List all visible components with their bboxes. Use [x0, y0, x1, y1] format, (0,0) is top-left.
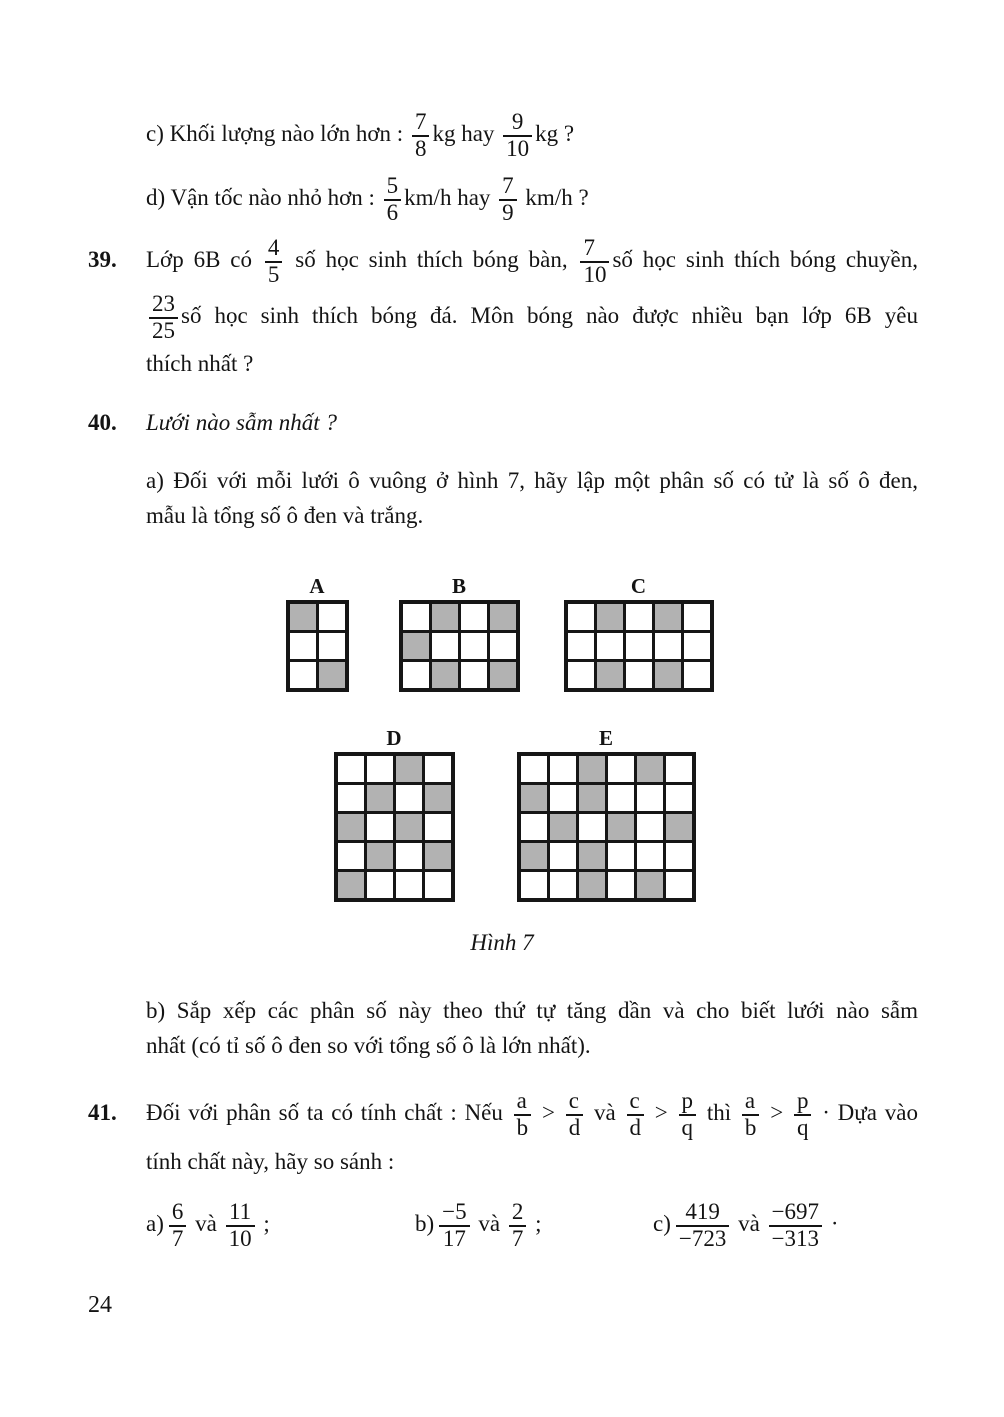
grid-cell-white [403, 604, 429, 630]
fraction-denominator: b [742, 1114, 760, 1141]
grid-cell-white [396, 785, 422, 811]
fraction-numerator: c [629, 1087, 640, 1113]
fraction [503, 110, 532, 162]
grid-cell-white [521, 814, 547, 840]
grid-cell-shaded [666, 814, 692, 840]
grid-cell-shaded [579, 872, 605, 898]
problem-40-number: 40. [88, 410, 117, 435]
fraction-numerator: 7 [502, 172, 514, 198]
page-number: 24 [88, 1292, 112, 1318]
grid-cell-white [626, 604, 652, 630]
grid-cell-white [521, 872, 547, 898]
grid-cell-white [367, 872, 393, 898]
problem-41-line-1 [146, 1085, 918, 1141]
text-run: và [189, 1211, 223, 1237]
comparison-c-label: c) [653, 1211, 671, 1237]
text-run: ; [257, 1211, 270, 1237]
grid-cell-white [597, 633, 623, 659]
grid-cell-shaded [367, 785, 393, 811]
comparison-a-body [166, 1199, 270, 1251]
grid-cell-white [608, 785, 634, 811]
text-run: và [586, 1100, 624, 1125]
fraction [499, 174, 517, 226]
comparison-row [146, 1200, 918, 1252]
problem-40a-line-2: mẫu là tổng số ô đen và trắng. [146, 503, 424, 528]
text-run: · Dựa vào [814, 1100, 918, 1125]
problem-39-text [146, 232, 918, 384]
fraction-numerator: p [796, 1087, 809, 1113]
grid-cell-white [425, 756, 451, 782]
fraction [439, 1200, 469, 1252]
fraction-denominator: 7 [169, 1225, 187, 1252]
grid-cell-shaded [637, 756, 663, 782]
grid-c-cells [564, 600, 714, 692]
grid-cell-white [425, 814, 451, 840]
fraction-numerator: 6 [171, 1199, 184, 1224]
problem-39-line-3: thích nhất ? [146, 351, 254, 376]
fraction [384, 174, 402, 226]
grid-a-label: A [309, 574, 326, 598]
grid-cell-shaded [490, 604, 516, 630]
comparison-item-b [415, 1200, 653, 1252]
problem-40b-line-1: b) Sắp xếp các phân số này theo thứ tự tăng dần và cho biết lưới nào sẫm [146, 998, 918, 1023]
grid-cell-white [319, 604, 345, 630]
fraction-numerator: c [568, 1087, 579, 1113]
grid-cell-white [425, 872, 451, 898]
grid-cell-white [550, 872, 576, 898]
grid-cell-white [461, 662, 487, 688]
fraction [169, 1200, 187, 1252]
grid-cell-white [637, 785, 663, 811]
grid-cell-white [338, 785, 364, 811]
fraction-denominator: 10 [226, 1225, 255, 1252]
grid-cell-shaded [490, 662, 516, 688]
grid-cell-shaded [367, 843, 393, 869]
fraction [149, 292, 178, 344]
fraction-denominator: q [679, 1114, 697, 1141]
problem-40a-line-1: a) Đối với mỗi lưới ô vuông ở hình 7, hãy lập một phân số có tử là số ô đen, [146, 468, 918, 493]
grid-cell-white [608, 756, 634, 782]
grid-cell-white [396, 872, 422, 898]
grid-cell-white [666, 785, 692, 811]
fraction [226, 1200, 255, 1252]
grid-cell-shaded [597, 662, 623, 688]
text-run: c) Khối lượng nào lớn hơn : [146, 121, 409, 146]
fraction-denominator: −723 [676, 1225, 729, 1252]
grid-cell-shaded [432, 604, 458, 630]
grid-cell-white [550, 785, 576, 811]
comparison-c-body [673, 1199, 839, 1251]
grid-cell-white [432, 633, 458, 659]
fraction-denominator: d [566, 1114, 584, 1141]
problem-41-line-2: tính chất này, hãy so sánh : [146, 1149, 395, 1174]
grid-cell-white [403, 662, 429, 688]
fraction-numerator: −697 [771, 1199, 820, 1224]
grid-cell-shaded [425, 785, 451, 811]
fraction-denominator: 25 [149, 317, 178, 344]
text-run: Lớp 6B có [146, 247, 262, 272]
text-run: số học sinh thích bóng bàn, [285, 247, 578, 272]
grid-cell-shaded [403, 633, 429, 659]
grid-b-cells [399, 600, 520, 692]
grid-cell-white [568, 633, 594, 659]
fraction-denominator: 6 [384, 199, 402, 226]
grid-b-label: B [451, 574, 467, 598]
fraction-numerator: p [681, 1087, 694, 1113]
grid-cell-white [626, 662, 652, 688]
grid-cell-shaded [432, 662, 458, 688]
fraction-denominator: 10 [580, 261, 609, 288]
comparison-b-label: b) [415, 1211, 435, 1237]
fraction-numerator: 23 [152, 290, 175, 316]
fraction-denominator: d [627, 1114, 645, 1141]
grid-cell-white [290, 633, 316, 659]
grid-d-label: D [386, 726, 403, 750]
text-run: kg hay [432, 121, 501, 146]
grid-cell-white [579, 814, 605, 840]
grid-cell-shaded [396, 756, 422, 782]
problem-39-number: 39. [88, 247, 117, 272]
text-run: ; [529, 1211, 542, 1237]
grid-cell-shaded [579, 785, 605, 811]
grid-cell-shaded [396, 814, 422, 840]
fraction-numerator: 419 [685, 1199, 720, 1224]
problem-41-text [146, 1085, 918, 1183]
fraction [509, 1200, 527, 1252]
grid-cell-white [684, 604, 710, 630]
fraction-denominator: −313 [769, 1225, 822, 1252]
fraction-numerator: 5 [386, 172, 399, 198]
grid-cell-shaded [637, 872, 663, 898]
fraction [676, 1200, 729, 1252]
fraction-numerator: −5 [442, 1199, 467, 1224]
problem-39-line-1 [146, 232, 918, 288]
grid-cell-white [367, 814, 393, 840]
fraction [566, 1089, 584, 1141]
grid-cell-white [655, 633, 681, 659]
text-run: km/h hay [404, 185, 497, 210]
fraction [514, 1089, 532, 1141]
fraction [794, 1089, 812, 1141]
comparison-item-c [653, 1200, 838, 1252]
grid-e [517, 727, 696, 902]
grid-cell-white [637, 814, 663, 840]
grid-cell-white [568, 662, 594, 688]
grid-cell-white [550, 843, 576, 869]
grid-cell-shaded [425, 843, 451, 869]
problem-41-number: 41. [88, 1100, 117, 1125]
text-run: và [472, 1211, 506, 1237]
grid-cell-white [367, 756, 393, 782]
grid-cell-shaded [597, 604, 623, 630]
fraction-numerator: 7 [414, 108, 427, 134]
grid-d [334, 727, 455, 902]
grid-cell-white [608, 872, 634, 898]
text-run: km/h ? [519, 185, 589, 210]
grid-cell-white [684, 633, 710, 659]
fraction-denominator: 7 [509, 1225, 527, 1252]
grid-cell-white [319, 633, 345, 659]
problem-40-title: Lưới nào sẫm nhất ? [146, 410, 337, 435]
fraction-numerator: a [744, 1087, 756, 1113]
grid-cell-white [568, 604, 594, 630]
fraction [580, 236, 609, 288]
grid-cell-shaded [550, 814, 576, 840]
text-run: · [825, 1211, 839, 1237]
grid-cell-shaded [319, 662, 345, 688]
grid-cell-white [396, 843, 422, 869]
text-run: Đối với phân số ta có tính chất : Nếu [146, 1100, 511, 1125]
grid-cell-shaded [655, 662, 681, 688]
grid-cell-white [338, 843, 364, 869]
text-run: > [534, 1100, 563, 1125]
fraction-numerator: 9 [511, 108, 524, 134]
grid-a-cells [286, 600, 349, 692]
grid-c [564, 575, 714, 692]
grid-cell-white [666, 843, 692, 869]
grid-cell-white [521, 756, 547, 782]
grid-d-cells [334, 752, 455, 902]
grid-cell-shaded [338, 872, 364, 898]
fraction [627, 1089, 645, 1141]
grid-cell-shaded [579, 843, 605, 869]
grid-cell-shaded [608, 814, 634, 840]
problem-40-part-b [146, 993, 918, 1063]
grid-e-cells [517, 752, 696, 902]
grid-cell-white [490, 633, 516, 659]
grid-cell-white [666, 872, 692, 898]
grid-cell-white [626, 633, 652, 659]
comparison-a-label: a) [146, 1211, 164, 1237]
grid-cell-shaded [290, 604, 316, 630]
grid-c-label: C [630, 574, 648, 598]
grid-cell-white [338, 756, 364, 782]
grid-e-label: E [598, 726, 614, 750]
grid-cell-white [290, 662, 316, 688]
text-run: và [732, 1211, 766, 1237]
fraction-denominator: q [794, 1114, 812, 1141]
fraction [742, 1089, 760, 1141]
figure-caption: Hình 7 [470, 930, 534, 955]
fraction [769, 1200, 822, 1252]
fraction-numerator: 7 [583, 234, 595, 260]
grid-cell-white [550, 756, 576, 782]
fraction [265, 236, 283, 288]
grid-cell-shaded [655, 604, 681, 630]
text-run: thì [699, 1100, 739, 1125]
text-run: > [647, 1100, 676, 1125]
grid-cell-shaded [521, 843, 547, 869]
fraction-denominator: 17 [439, 1225, 469, 1252]
fraction-denominator: b [514, 1114, 532, 1141]
grid-cell-white [666, 756, 692, 782]
fraction-denominator: 5 [265, 261, 283, 288]
grid-cell-white [608, 843, 634, 869]
fraction-numerator: 2 [511, 1199, 524, 1224]
fraction-numerator: 4 [267, 234, 280, 260]
problem-40-part-a [146, 463, 918, 533]
text-run: d) Vận tốc nào nhỏ hơn : [146, 185, 381, 210]
grid-cell-shaded [521, 785, 547, 811]
fraction-denominator: 10 [503, 135, 532, 162]
grid-cell-white [461, 604, 487, 630]
exercise-part-d [146, 170, 918, 226]
comparison-b-body [436, 1199, 542, 1251]
grid-cell-white [461, 633, 487, 659]
grid-cell-white [637, 843, 663, 869]
text-run: số học sinh thích bóng đá. Môn bóng nào được nhiều bạn lớp 6B yêu [181, 303, 918, 328]
exercise-part-c [146, 106, 918, 162]
grid-a [286, 575, 349, 692]
comparison-item-a [146, 1200, 415, 1252]
text-run: > [762, 1100, 791, 1125]
text-run: số học sinh thích bóng chuyền, [612, 247, 918, 272]
grid-cell-shaded [338, 814, 364, 840]
grid-b [399, 575, 520, 692]
problem-40b-line-2: nhất (có tỉ số ô đen so với tổng số ô là lớn nhất). [146, 1033, 591, 1058]
fraction [412, 110, 430, 162]
problem-39-line-2 [146, 288, 918, 344]
fraction-denominator: 9 [499, 199, 517, 226]
fraction-denominator: 8 [412, 135, 430, 162]
grid-cell-shaded [579, 756, 605, 782]
fraction [679, 1089, 697, 1141]
grid-cell-white [684, 662, 710, 688]
fraction-numerator: a [516, 1087, 527, 1113]
text-run: kg ? [535, 121, 575, 146]
fraction-numerator: 11 [229, 1199, 252, 1224]
